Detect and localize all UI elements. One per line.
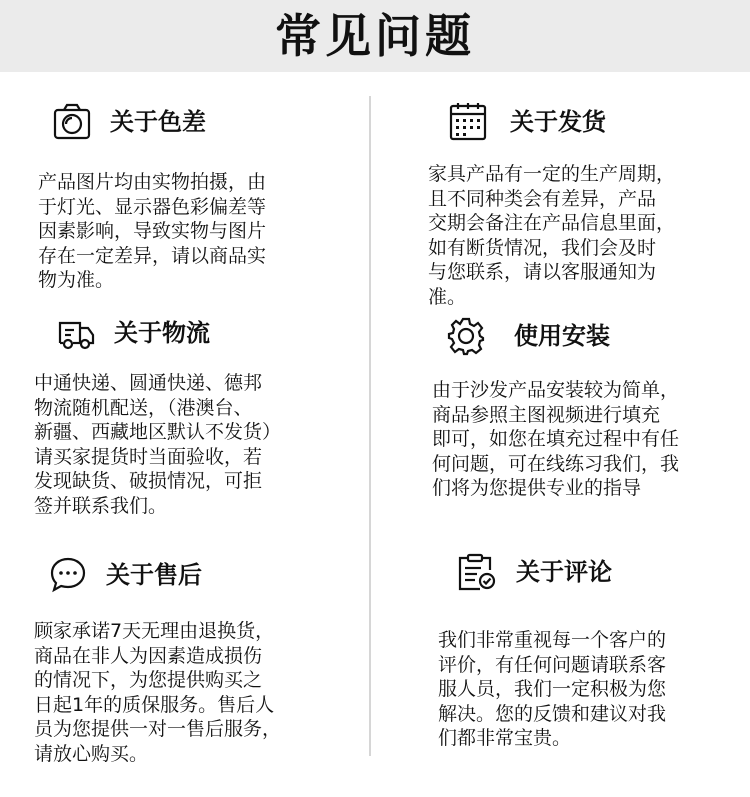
- section-title: 使用安装: [514, 322, 610, 350]
- column-divider: [369, 96, 371, 756]
- header-banner: [0, 0, 750, 72]
- calendar-icon: [448, 102, 488, 142]
- delivery-truck-icon: [56, 313, 96, 353]
- section-body: 中通快递、圆通快递、德邦 物流随机配送，（港澳台、 新疆、西藏地区默认不发货） 请买家提货时当面验收，若 发现缺货、破损情况，可拒 签并联系我们。: [34, 372, 282, 517]
- section-body: 我们非常重视每一个客户的 评价，有任何问题请联系客 服人员，我们一定积极为您 解决。您的反馈和建议对我 们都非常宝贵。: [438, 629, 667, 749]
- camera-icon: [52, 102, 92, 142]
- page-title: 常见问题: [275, 9, 475, 63]
- section-body: 由于沙发产品安装较为简单， 商品参照主图视频进行填充 即可，如您在填充过程中有任 何问题，可在线练习我们，我 们将为您提供专业的指导: [432, 379, 680, 499]
- section-title: 关于色差: [110, 108, 206, 136]
- section-title: 关于售后: [106, 561, 202, 589]
- section-after-sales: [34, 555, 282, 766]
- section-title: 关于评论: [516, 558, 612, 586]
- clipboard-check-icon: [456, 552, 496, 592]
- section-reviews: [438, 552, 667, 751]
- section-body: 家具产品有一定的生产周期， 且不同种类会有差异，产品 交期会备注在产品信息里面， 如有断货情况，我们会及时 与您联系，请以客服通知为 准。: [428, 163, 676, 308]
- section-body: 产品图片均由实物拍摄，由 于灯光、显示器色彩偏差等 因素影响，导致实物与图片 存在一定差异，请以商品实 物为准。: [38, 171, 267, 291]
- section-body: 顾家承诺7天无理由退换货， 商品在非人为因素造成损伤 的情况下，为您提供购买之 日起1年的质保服务。售后人 员为您提供一对一售后服务， 请放心购买。: [34, 620, 282, 765]
- section-title: 关于物流: [114, 319, 210, 347]
- section-color-difference: [38, 102, 267, 293]
- chat-bubble-icon: [48, 555, 88, 595]
- section-shipping: [428, 102, 676, 309]
- section-installation: [432, 316, 680, 501]
- section-logistics: [34, 313, 282, 518]
- section-title: 关于发货: [510, 108, 606, 136]
- gear-icon: [446, 316, 486, 356]
